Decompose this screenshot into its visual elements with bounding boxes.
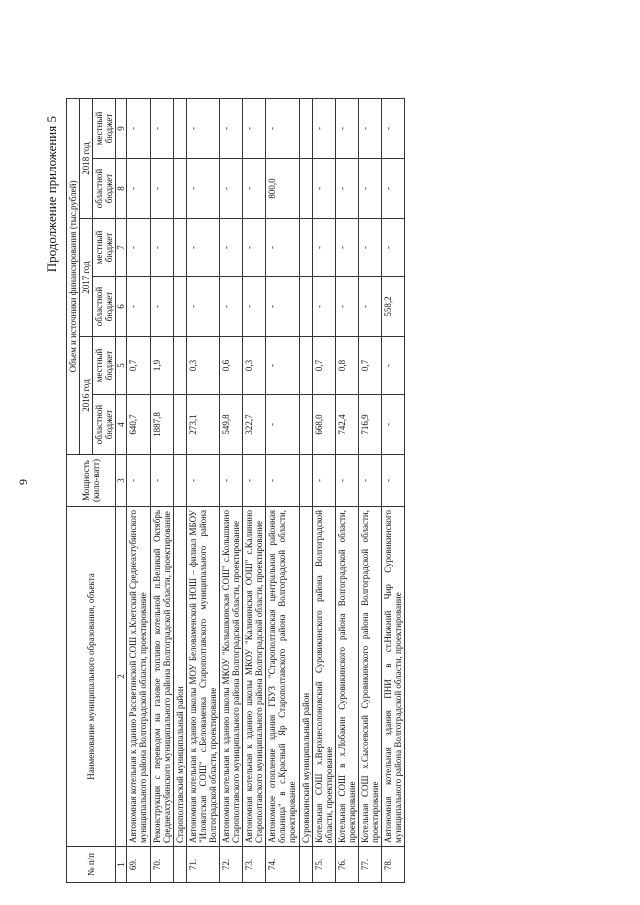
header-volume: Объем и источники финансирования (тыс.рублей) bbox=[67, 98, 80, 454]
regional-2017-cell: - bbox=[186, 277, 219, 337]
table-row bbox=[220, 98, 243, 882]
object-name: Реконструкция с переводом на газовое топливо котельной п.Великий Октябрь Среднеахтубинского муниципального района Волгоградской области, проектирование bbox=[150, 507, 173, 847]
row-number: 78. bbox=[382, 847, 405, 883]
object-name: Котельная СОШ х.Сысоевский Суровикинского района Волгоградской области, проектирование bbox=[358, 507, 381, 847]
row-number: 74. bbox=[266, 847, 299, 883]
column-index: 3 bbox=[116, 455, 127, 507]
column-index: 6 bbox=[116, 277, 127, 337]
local-2016-cell: 0,7 bbox=[312, 337, 335, 395]
column-index: 2 bbox=[116, 507, 127, 847]
local-2017-cell: - bbox=[335, 219, 358, 277]
local-2018-cell: - bbox=[312, 98, 335, 158]
header-regional-2016: областной бюджет bbox=[93, 395, 116, 455]
local-2017-cell: - bbox=[312, 219, 335, 277]
local-2016-cell: - bbox=[266, 337, 299, 395]
local-2016-cell: 0,6 bbox=[220, 337, 243, 395]
power-cell: - bbox=[382, 455, 405, 507]
power-cell: - bbox=[186, 455, 219, 507]
local-2018-cell: - bbox=[150, 98, 173, 158]
section-empty-cell bbox=[299, 337, 312, 395]
section-empty-cell bbox=[173, 219, 186, 277]
section-num-cell bbox=[299, 847, 312, 883]
regional-2016-cell: 322,7 bbox=[243, 395, 266, 455]
local-2018-cell: - bbox=[335, 98, 358, 158]
regional-2016-cell: 640,7 bbox=[127, 395, 150, 455]
regional-2017-cell: - bbox=[358, 277, 381, 337]
section-title: Суровикинский муниципальный район bbox=[299, 507, 312, 847]
section-row bbox=[299, 98, 312, 882]
section-title: Старополтавский муниципальный район bbox=[173, 507, 186, 847]
section-empty-cell bbox=[299, 455, 312, 507]
regional-2018-cell: - bbox=[382, 159, 405, 219]
regional-2018-cell: - bbox=[312, 159, 335, 219]
local-2018-cell: - bbox=[358, 98, 381, 158]
local-2018-cell: - bbox=[186, 98, 219, 158]
local-2018-cell: - bbox=[243, 98, 266, 158]
row-number: 69. bbox=[127, 847, 150, 883]
section-empty-cell bbox=[299, 277, 312, 337]
section-empty-cell bbox=[173, 277, 186, 337]
local-2017-cell: - bbox=[186, 219, 219, 277]
table-row bbox=[335, 98, 358, 882]
regional-2017-cell: - bbox=[127, 277, 150, 337]
object-name: Автономная котельная здания ПНИ в ст.Нижний Чир Суровикинского муниципального района Волгоградской области, проектирование bbox=[382, 507, 405, 847]
local-2018-cell: - bbox=[127, 98, 150, 158]
local-2016-cell: 1,9 bbox=[150, 337, 173, 395]
table-row bbox=[312, 98, 335, 882]
section-empty-cell bbox=[173, 337, 186, 395]
regional-2018-cell: - bbox=[335, 159, 358, 219]
local-2017-cell: - bbox=[266, 219, 299, 277]
column-index: 9 bbox=[116, 98, 127, 158]
section-empty-cell bbox=[173, 395, 186, 455]
section-empty-cell bbox=[173, 455, 186, 507]
row-number: 73. bbox=[243, 847, 266, 883]
power-cell: - bbox=[127, 455, 150, 507]
table-row bbox=[186, 98, 219, 882]
regional-2018-cell: - bbox=[186, 159, 219, 219]
local-2017-cell: - bbox=[127, 219, 150, 277]
table-row bbox=[266, 98, 299, 882]
column-index: 5 bbox=[116, 337, 127, 395]
section-empty-cell bbox=[299, 159, 312, 219]
local-2016-cell: 0,8 bbox=[335, 337, 358, 395]
local-2017-cell: - bbox=[358, 219, 381, 277]
object-name: Котельная СОШ х.Верхнесолоновский Суровикинского района Волгоградской области, проектирование bbox=[312, 507, 335, 847]
row-number: 75. bbox=[312, 847, 335, 883]
power-cell: - bbox=[335, 455, 358, 507]
section-empty-cell bbox=[173, 159, 186, 219]
header-power: Мощность (кило-ватт) bbox=[67, 455, 116, 507]
regional-2016-cell: - bbox=[382, 395, 405, 455]
regional-2016-cell: 668,0 bbox=[312, 395, 335, 455]
regional-2017-cell: - bbox=[312, 277, 335, 337]
local-2017-cell: - bbox=[382, 219, 405, 277]
local-2016-cell: 0,7 bbox=[358, 337, 381, 395]
section-num-cell bbox=[173, 847, 186, 883]
regional-2017-cell: - bbox=[335, 277, 358, 337]
local-2016-cell: 0,3 bbox=[243, 337, 266, 395]
financing-table bbox=[66, 98, 405, 883]
power-cell: - bbox=[266, 455, 299, 507]
power-cell: - bbox=[312, 455, 335, 507]
header-name: Наименование муниципального образования, объекта bbox=[67, 507, 116, 847]
regional-2018-cell: - bbox=[150, 159, 173, 219]
row-number: 72. bbox=[220, 847, 243, 883]
power-cell: - bbox=[358, 455, 381, 507]
column-index: 7 bbox=[116, 219, 127, 277]
row-number: 77. bbox=[358, 847, 381, 883]
section-empty-cell bbox=[299, 219, 312, 277]
column-index: 8 bbox=[116, 159, 127, 219]
regional-2017-cell: - bbox=[150, 277, 173, 337]
regional-2016-cell: - bbox=[266, 395, 299, 455]
regional-2016-cell: 549,8 bbox=[220, 395, 243, 455]
header-local-2017: местный бюджет bbox=[93, 219, 116, 277]
table-row bbox=[243, 98, 266, 882]
local-2018-cell: - bbox=[220, 98, 243, 158]
object-name: Автономное отопление здания ГБУЗ "Старополтавская центральная районная больница" в с.Красный Яр Старополтавского района Волгоградской области, проектирование bbox=[266, 507, 299, 847]
table-row bbox=[382, 98, 405, 882]
object-name: Автономная котельная к зданию Рассветинской СОШ х.Клетский Среднеахтубинского муниципального района Волгоградской области, проектирование bbox=[127, 507, 150, 847]
regional-2018-cell: - bbox=[127, 159, 150, 219]
row-number: 70. bbox=[150, 847, 173, 883]
regional-2017-cell: 558,2 bbox=[382, 277, 405, 337]
local-2018-cell: - bbox=[266, 98, 299, 158]
local-2018-cell: - bbox=[382, 98, 405, 158]
local-2016-cell: - bbox=[382, 337, 405, 395]
local-2017-cell: - bbox=[220, 219, 243, 277]
table-row bbox=[127, 98, 150, 882]
object-name: Автономная котельная к зданию школы МКОУ "Колышкинская СОШ" с.Колышкино Старополтавского муниципального района Волгоградской области, проектирование bbox=[220, 507, 243, 847]
header-year-2017: 2017 год bbox=[80, 219, 93, 337]
local-2016-cell: 0,7 bbox=[127, 337, 150, 395]
regional-2016-cell: 742,4 bbox=[335, 395, 358, 455]
header-local-2018: местный бюджет bbox=[93, 98, 116, 158]
object-name: Автономная котельная к зданию школы МКОУ "Калининская ООШ" с.Калинино Старополтавского муниципального района Волгоградской области, проектирование bbox=[243, 507, 266, 847]
object-name: Котельная СОШ в х.Лобакин Суровикинского района Волгоградской области, проектирование bbox=[335, 507, 358, 847]
section-empty-cell bbox=[173, 98, 186, 158]
column-index: 4 bbox=[116, 395, 127, 455]
regional-2018-cell: - bbox=[243, 159, 266, 219]
power-cell: - bbox=[220, 455, 243, 507]
header-num: № п/п bbox=[67, 847, 116, 883]
regional-2017-cell: - bbox=[243, 277, 266, 337]
section-empty-cell bbox=[299, 98, 312, 158]
object-name: Автономная котельная к зданию школы МОУ Беловаменской НОШ – филиал МБОУ "Иловатская СОШ" с.Беловаменка Старополтавского муниципального района Волгоградской области, проектирование bbox=[186, 507, 219, 847]
power-cell: - bbox=[243, 455, 266, 507]
header-year-2016: 2016 год bbox=[80, 337, 93, 455]
regional-2017-cell: - bbox=[266, 277, 299, 337]
regional-2016-cell: 273,1 bbox=[186, 395, 219, 455]
power-cell: - bbox=[150, 455, 173, 507]
header-regional-2017: областной бюджет bbox=[93, 277, 116, 337]
appendix-subtitle: Продолжение приложения 5 bbox=[44, 116, 59, 273]
section-row bbox=[173, 98, 186, 882]
local-2016-cell: 0,3 bbox=[186, 337, 219, 395]
column-index: 1 bbox=[116, 847, 127, 883]
header-local-2016: местный бюджет bbox=[93, 337, 116, 395]
table-row bbox=[150, 98, 173, 882]
header-regional-2018: областной бюджет bbox=[93, 159, 116, 219]
row-number: 76. bbox=[335, 847, 358, 883]
regional-2016-cell: 1887,8 bbox=[150, 395, 173, 455]
section-empty-cell bbox=[299, 395, 312, 455]
local-2017-cell: - bbox=[150, 219, 173, 277]
table-row bbox=[358, 98, 381, 882]
regional-2018-cell: 800,0 bbox=[266, 159, 299, 219]
regional-2017-cell: - bbox=[220, 277, 243, 337]
regional-2018-cell: - bbox=[220, 159, 243, 219]
row-number: 71. bbox=[186, 847, 219, 883]
page-number: 9 bbox=[16, 479, 30, 485]
local-2017-cell: - bbox=[243, 219, 266, 277]
header-year-2018: 2018 год bbox=[80, 98, 93, 218]
regional-2016-cell: 716,9 bbox=[358, 395, 381, 455]
regional-2018-cell: - bbox=[358, 159, 381, 219]
